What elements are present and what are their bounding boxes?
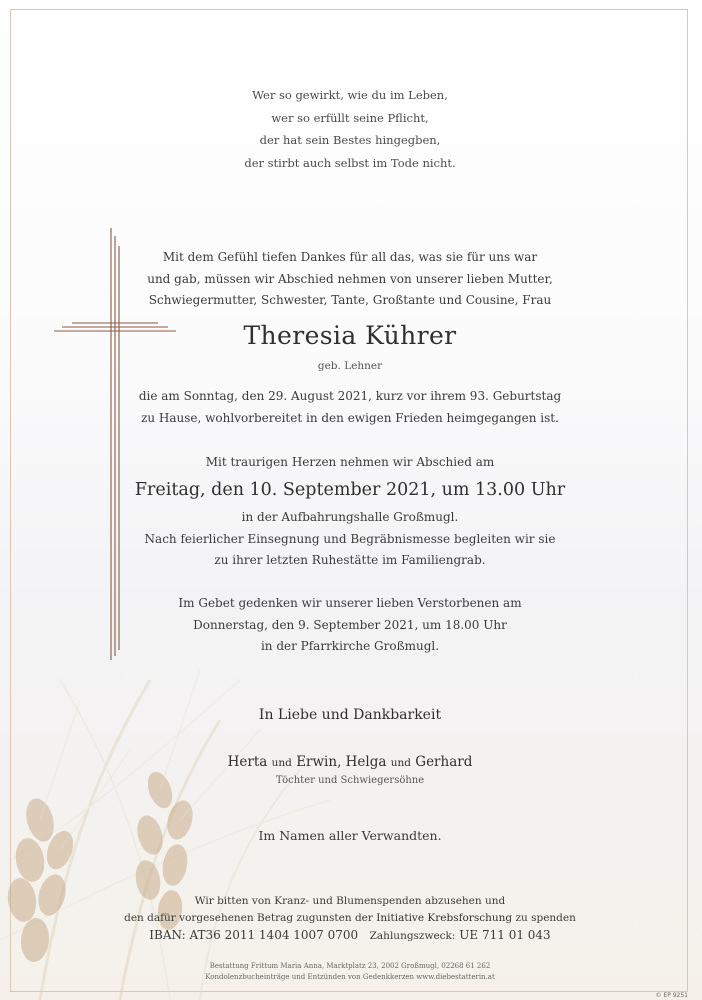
footer-line: Bestattung Frittum Maria Anna, Marktplatz 23, 2002 Großmugl, 02268 61 262: [209, 962, 491, 970]
iban-value: AT36 2011 1404 1007 0700: [189, 928, 359, 942]
payment-purpose-value: UE 711 01 043: [459, 928, 551, 942]
poem-line: der stirbt auch selbst im Tode nicht.: [244, 155, 456, 170]
venue-line: Nach feierlicher Einsegnung und Begräbnismesse begleiten wir sie: [144, 531, 556, 546]
donation-line: Wir bitten von Kranz- und Blumenspenden abzusehen und: [194, 895, 506, 907]
farewell-intro: Mit traurigen Herzen nehmen wir Abschied am: [205, 455, 495, 469]
footer-line: Kondolenzbucheinträge und Entzünden von Gedenkkerzen www.diebestatterin.at: [205, 973, 495, 981]
intro-line: Mit dem Gefühl tiefen Dankes für all das, was sie für uns war: [162, 250, 538, 264]
family-name: Erwin,: [296, 754, 342, 770]
relatives-note: Im Namen aller Verwandten.: [258, 828, 442, 843]
poem-line: wer so erfüllt seine Pflicht,: [271, 110, 429, 125]
family-name: Helga: [345, 754, 387, 770]
family-names: [90, 752, 610, 773]
family-conjunction: und: [271, 757, 292, 769]
intro-line: und gab, müssen wir Abschied nehmen von unserer lieben Mutter,: [147, 271, 553, 286]
donation-text: den dafür vorgesehenen Betrag zugunsten der: [124, 912, 377, 924]
family-name: Gerhard: [415, 754, 473, 770]
deceased-name: Theresia Kührer: [243, 321, 457, 350]
prayer-line: in der Pfarrkirche Großmugl.: [260, 639, 440, 653]
poem-line: der hat sein Bestes hingegben,: [259, 133, 441, 147]
venue-line: zu ihrer letzten Ruhestätte im Familiengrab.: [214, 553, 486, 567]
payment-purpose-label: Zahlungszweck:: [369, 930, 456, 942]
intro-text: [90, 247, 610, 312]
memorial-poem: [90, 84, 610, 174]
funeral-date: Freitag, den 10. September 2021, um 13.00 Uhr: [134, 480, 566, 500]
closing-phrase: In Liebe und Dankbarkeit: [258, 707, 442, 723]
family-conjunction: und: [390, 757, 411, 769]
death-line: die am Sonntag, den 29. August 2021, kurz vor ihrem 93. Geburtstag: [138, 389, 562, 403]
death-notice: [90, 386, 610, 429]
donation-request: [90, 893, 610, 927]
poem-line: Wer so gewirkt, wie du im Leben,: [252, 88, 448, 102]
donation-line: [90, 910, 610, 927]
donation-text: zu spenden: [512, 912, 576, 924]
copyright-mark: © EP 9251: [655, 992, 688, 999]
prayer-notice: [90, 593, 610, 658]
death-line: zu Hause, wohlvorbereitet in den ewigen Frieden heimgegangen ist.: [141, 410, 559, 425]
family-name: Herta: [227, 754, 268, 770]
prayer-line: Donnerstag, den 9. September 2021, um 18.00 Uhr: [193, 617, 507, 632]
prayer-line: Im Gebet gedenken wir unserer lieben Verstorbenen am: [178, 596, 522, 610]
bank-details: [90, 926, 610, 945]
family-relation: Töchter und Schwiegersöhne: [275, 775, 425, 786]
venue-line: in der Aufbahrungshalle Großmugl.: [241, 510, 459, 524]
funeral-venue: [90, 507, 610, 572]
maiden-name: geb. Lehner: [317, 360, 383, 372]
iban-label: IBAN:: [149, 928, 186, 942]
charity-name: Initiative Krebsforschung: [376, 912, 513, 924]
undertaker-footer: [90, 961, 610, 983]
intro-line: Schwiegermutter, Schwester, Tante, Großtante und Cousine, Frau: [148, 293, 552, 307]
